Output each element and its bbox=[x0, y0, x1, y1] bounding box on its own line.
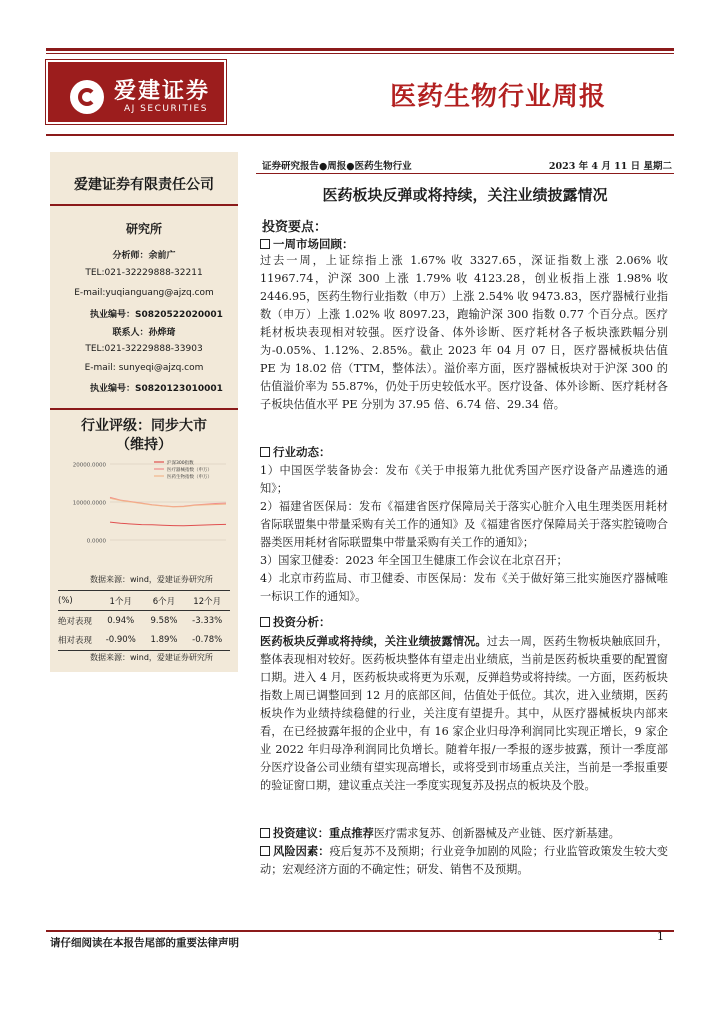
perf-cell: 1.89% bbox=[144, 631, 185, 651]
chart-source: 数据来源：wind，爱建证券研究所 bbox=[90, 575, 213, 584]
checkbox-bullet-icon bbox=[260, 828, 270, 838]
industry-news-title: 行业动态： bbox=[273, 445, 331, 459]
risk-factors bbox=[260, 842, 668, 879]
perf-row-label: 绝对表现 bbox=[58, 616, 93, 627]
market-review-text: 过去一周，上证综指上涨 1.67% 收 3327.65，深证指数上涨 2.06% 收 11967.74，沪深 300 上涨 1.79% 收 4123.28，创业板指上涨 1.98% 收 2446.95，医药生物行业指数（申万）上涨 2.54% 收 9473.83，医疗器械行业指数（申万）上涨 1.02% 收 8097.23，跑输沪深 300 指数 0.77 个百分点。医疗耗材板块表现相对较强。医疗设备、体外诊断、医疗耗材各子板块涨跌幅分别为-0.05%、1.12%、2.85%。截止 2023 年 04 月 07 日，医疗器械板块估值 PE 为 18.02 倍（TTM，整体法）。溢价率方面，医疗器械板块对于沪深 300 的估值溢价率为 55.87%，仍处于历史较低水平。医疗设备、体外诊断、医疗耗材各子板块估值水平 PE 分别为 37.95 倍、6.74 倍、29.34 倍。 bbox=[260, 254, 668, 411]
news-item: 2）福建省医保局：发布《福建省医疗保障局关于落实心脏介入电生理类医用耗材省际联盟集中带量采购有关工作的通知》及《福建省医疗保障局关于落实腔镜吻合器类医用耗材省际联盟集中带量采购有关工作的通知》； bbox=[260, 500, 668, 549]
analysis-lead: 医药板块反弹或将持续，关注业绩披露情况。 bbox=[260, 634, 487, 648]
industry-news-heading bbox=[260, 444, 331, 460]
rating-line-2: （维持） bbox=[116, 437, 172, 453]
sidebar-rule-2 bbox=[50, 408, 238, 410]
sidebar bbox=[50, 152, 238, 672]
perf-header-cell: 6个月 bbox=[144, 591, 185, 611]
perf-cell: 9.58% bbox=[150, 615, 178, 626]
rating-line-1: 行业评级：同步大市 bbox=[81, 418, 207, 434]
contact bbox=[50, 325, 238, 338]
perf-cell: -3.33% bbox=[192, 615, 223, 626]
report-title: 医药生物行业周报 bbox=[389, 82, 606, 112]
footer-disclaimer: 请仔细阅读在本报告尾部的重要法律声明 bbox=[50, 937, 239, 949]
perf-header-cell: (%) bbox=[58, 591, 98, 611]
market-review-heading bbox=[260, 236, 354, 252]
chart-y-tick-label: 0.0000 bbox=[86, 538, 106, 545]
perf-cell: -0.78% bbox=[184, 631, 230, 651]
contact-cert: 执业编号：S0820123010001 bbox=[90, 384, 223, 394]
index-chart bbox=[54, 454, 234, 566]
perf-row-absolute bbox=[58, 611, 230, 631]
checkbox-bullet-icon bbox=[260, 239, 270, 249]
risk-text: 疫后复苏不及预期；行业竞争加剧的风险；行业监管政策发生较大变动；宏观经济方面的不确定性；研发、销售不及预期。 bbox=[260, 845, 668, 876]
advice-text: 医疗需求复苏、创新器械及产业链、医疗新基建。 bbox=[373, 827, 620, 840]
analyst1 bbox=[50, 248, 238, 261]
contact-email: E-mail: sunyeqi@ajzq.com bbox=[84, 363, 204, 373]
chart-series-line bbox=[110, 522, 226, 526]
industry-rating bbox=[50, 417, 238, 455]
header-bottom-rule bbox=[46, 134, 674, 136]
report-date: 2023 年 4 月 11 日 星期二 bbox=[548, 161, 672, 172]
contact-tel: TEL:021-32229888-33903 bbox=[85, 344, 203, 354]
perf-header-cell: 12个月 bbox=[184, 591, 230, 611]
investment-analysis-text bbox=[260, 632, 668, 795]
chart-legend-label: 医疗器械指数（申万） bbox=[167, 468, 212, 473]
page-number: 1 bbox=[657, 930, 664, 943]
news-item: 3）国家卫健委：2023 年全国卫生健康工作会议在北京召开； bbox=[260, 554, 568, 567]
sidebar-company: 爱建证券有限责任公司 bbox=[74, 177, 214, 193]
headline: 医药板块反弹或将持续，关注业绩披露情况 bbox=[322, 186, 608, 204]
advice-lead: 重点推荐 bbox=[328, 826, 374, 840]
analysis-body: 过去一周，医药生物板块触底回升，整体表现相对较好。医药板块整体有望走出业绩底，当前是医药板块重要的配置窗口期。进入 4 月，医药板块或将更为乐观，反弹趋势或将持续。一方面，医药板块指数上周已调整回到 12 月的底部区间，估值处于低位。其次，进入业绩期，医药板块作为业绩持续稳健的行业，关注度有望提升。其中，从医疗器械板块内部来看，在已经披露年报的企业中，有 16 家企业归母净利润同比实现正增长，9 家企业 2022 年归母净利润同比负增长。随着年报/一季报的逐步披露，预计一季度部分医疗设备公司业绩有望实现高增长，或将受到市场重点关注，当前是一季报重要的验证窗口期，建议重点关注一季度实现复苏及拐点的板块及个股。 bbox=[260, 635, 668, 792]
perf-cell: -0.90% bbox=[98, 631, 144, 651]
analyst1-name: 余前广 bbox=[148, 251, 176, 261]
advice-title: 投资建议： bbox=[273, 826, 329, 840]
news-item: 4）北京市药监局、市卫健委、市医保局：发布《关于做好第三批实施医疗器械唯一标识工作的通知》。 bbox=[260, 572, 668, 603]
report-meta-left: 证券研究报告●周报●医药生物行业 bbox=[262, 161, 412, 172]
news-item: 1）中国医学装备协会：发布《关于申报第九批优秀国产医疗设备产品遴选的通知》； bbox=[260, 464, 668, 495]
sidebar-dept: 研究所 bbox=[125, 222, 162, 236]
contact-name: 孙烨琦 bbox=[148, 328, 176, 338]
perf-header-cell: 1个月 bbox=[98, 591, 144, 611]
sidebar-rule-1 bbox=[50, 204, 238, 206]
perf-header-row bbox=[58, 591, 230, 611]
analyst1-cert: 执业编号：S0820522020001 bbox=[90, 310, 223, 320]
analyst1-label: 分析师： bbox=[112, 251, 149, 261]
analyst1-email: E-mail:yuqianguang@ajzq.com bbox=[74, 288, 214, 298]
industry-news-list bbox=[260, 462, 668, 606]
market-review-title: 一周市场回顾： bbox=[273, 237, 354, 251]
chart-legend-label: 医药生物指数（申万） bbox=[167, 475, 212, 480]
logo-cn-text: 爱建证券 bbox=[114, 78, 211, 104]
contact-label: 联系人： bbox=[112, 328, 149, 338]
checkbox-bullet-icon bbox=[260, 846, 270, 856]
footer-rule bbox=[46, 930, 674, 932]
perf-cell: 0.94% bbox=[107, 615, 135, 626]
table-source: 数据来源：wind，爱建证券研究所 bbox=[90, 653, 213, 662]
chart-y-tick-label: 10000.0000 bbox=[72, 500, 106, 507]
checkbox-bullet-icon bbox=[260, 447, 270, 457]
investment-analysis-title: 投资分析： bbox=[273, 615, 331, 629]
checkbox-bullet-icon bbox=[260, 617, 270, 627]
perf-row-label: 相对表现 bbox=[58, 631, 98, 651]
chart-y-tick-label: 20000.0000 bbox=[72, 462, 106, 469]
investment-advice bbox=[260, 824, 668, 843]
risk-title: 风险因素： bbox=[273, 844, 330, 858]
company-logo bbox=[46, 60, 226, 124]
performance-table bbox=[58, 590, 230, 651]
logo-emblem-icon bbox=[70, 80, 104, 114]
chart-series-line bbox=[110, 498, 226, 507]
section-title: 投资要点： bbox=[262, 220, 328, 235]
top-rule-2 bbox=[46, 53, 674, 54]
analyst1-tel: TEL:021-32229888-32211 bbox=[85, 268, 203, 278]
chart-legend-label: 沪深300指数 bbox=[167, 461, 194, 466]
logo-en-text: AJ SECURITIES bbox=[124, 104, 208, 114]
meta-rule bbox=[256, 173, 674, 174]
top-rule-1 bbox=[46, 48, 674, 51]
perf-row-relative bbox=[58, 631, 230, 651]
investment-analysis-heading bbox=[260, 614, 331, 630]
